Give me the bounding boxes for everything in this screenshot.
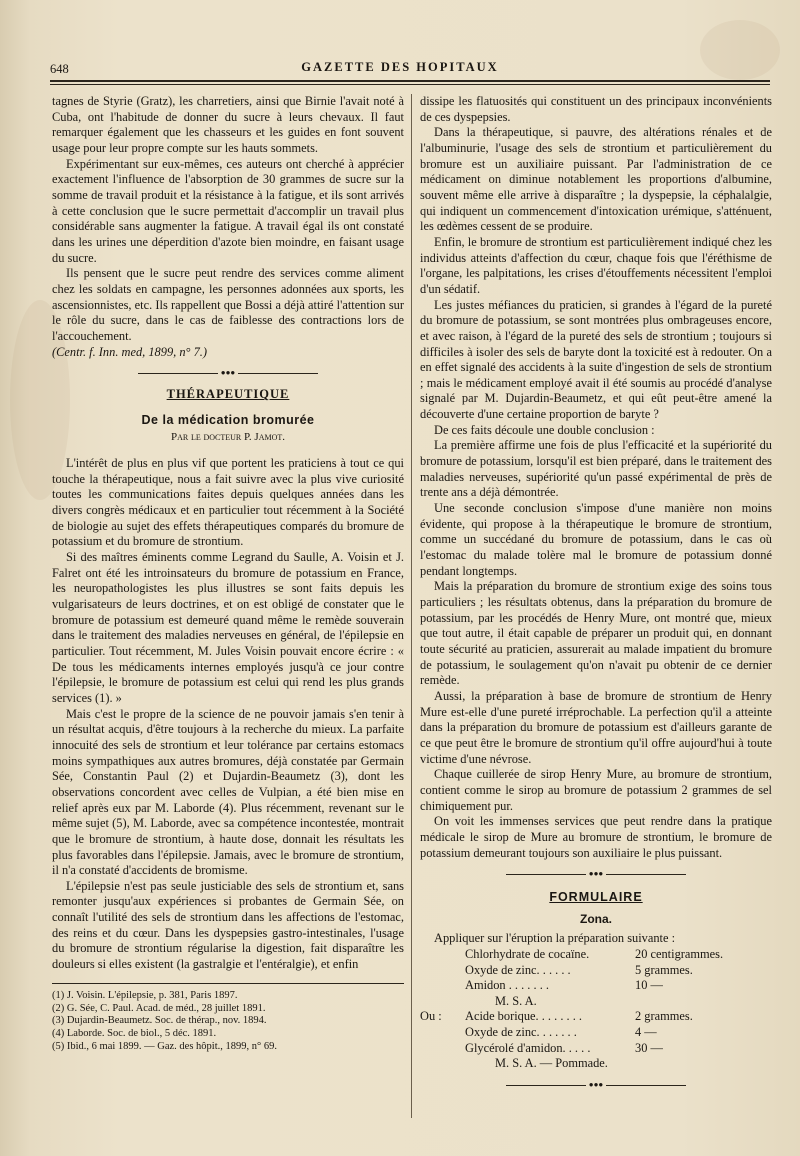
separator-ornament: ●●● (420, 866, 772, 882)
recipe-line (420, 978, 772, 994)
footnote: (2) G. Sée, C. Paul. Acad. de méd., 28 juillet 1891. (52, 1002, 266, 1014)
paragraph: Dans la thérapeutique, si pauvre, des altérations rénales et de l'albuminurie, l'usage des sels de strontium et particulièrement du bromure est un auxiliaire puissant. Par l'administration de ce médicament on diminue notablement les proportions d'albumine, souvent même elle arrive à disparaître ; la dyspepsie, la céphalalgie, qui indiquent un commencement d'intoxication urémique, s'atténuent, les œdèmes cessent de se produire. (420, 125, 772, 234)
recipe-ingredient: Glycérolé d'amidon. . . . . (465, 1040, 591, 1055)
paragraph: L'intérêt de plus en plus vif que portent les praticiens à tout ce qui touche la thérapeutique, nous a fait suivre avec la plus vive curiosité toutes les communications faites depuis quelques années dans les divers congrès médicaux et en particulier tout récemment à la Société de biologie au sujet des effets thérapeutiques comparés du bromure de potassium et du bromure de strontium. (52, 456, 404, 549)
recipe-block (420, 947, 772, 1072)
paragraph: Chaque cuillerée de sirop Henry Mure, au bromure de strontium, contient comme le sirop au bromure de potassium 2 grammes de sel chimiquement pur. (420, 767, 772, 813)
recipe-ingredient: Oxyde de zinc. . . . . . . (465, 1025, 577, 1040)
recipe-ingredient: Oxyde de zinc. . . . . . (465, 962, 571, 977)
separator-ornament: ●●● (52, 365, 404, 381)
recipe-line (420, 1041, 772, 1057)
formulaire-subtitle: Zona. (580, 911, 612, 926)
header-rule-thin (50, 84, 770, 85)
paragraph: tagnes de Styrie (Gratz), les charretiers, ainsi que Birnie l'avait noté à Cuba, ont l'habitude de donner du sucre à leurs chevaux. Il faut remarquer également que les chasseurs et les guides en font souvent usage pour leur propre compte sur les hauts sommets. (52, 94, 404, 155)
left-column (52, 94, 404, 1054)
paragraph: dissipe les flatuosités qui constituent un des principaux inconvénients de ces dyspepsies. (420, 94, 772, 124)
footnote: (3) Dujardin-Beaumetz. Soc. de thérap., nov. 1894. (52, 1015, 267, 1027)
recipe-line (420, 1025, 772, 1041)
recipe-lead (420, 947, 465, 963)
recipe-line (420, 1009, 772, 1025)
paragraph: On voit les immenses services que peut rendre dans la pratique médicale le sirop de Mure au bromure de strontium, le bromure de potassium demeurant toujours son auxiliaire le plus puissant. (420, 814, 772, 860)
paragraph: Si des maîtres éminents comme Legrand du Saulle, A. Voisin et J. Falret ont été les introinsateurs du bromure de potassium en France, les neuropathologistes les plus illustres se sont faits depuis les vulgarisateurs de leurs doctrines, et on est obligé de constater que le bromure de potassium est demeuré quand même le remède souverain dans le traitement des maladies nerveuses en général, de l'épilepsie en particulier. Tout récemment, M. Jules Voisin pouvait encore écrire : « De tous les médicaments internes employés jusqu'à ce jour contre l'épilepsie, le bromure de potassium est celui qui rend les plus grands services (1). » (52, 550, 404, 705)
header-rule (50, 80, 770, 82)
recipe-lead (420, 978, 465, 994)
footnote: (1) J. Voisin. L'épilepsie, p. 381, Paris 1897. (52, 989, 238, 1001)
recipe-quantity: 30 — (635, 1040, 663, 1055)
recipe-quantity: 4 — (635, 1025, 657, 1040)
recipe-lead (420, 1041, 465, 1057)
recipe-msa: M. S. A. (495, 993, 537, 1008)
recipe-quantity: 2 grammes. (635, 1009, 693, 1024)
recipe-line (420, 947, 772, 963)
recipe-line (420, 963, 772, 979)
paragraph: Les justes méfiances du praticien, si grandes à l'égard de la pureté du bromure de potassium, se sont montrées plus ombrageuses encore, et avec raison, à l'égard de la pureté des sels de strontium ; toujours si difficiles à isoler des sels de baryte dont la toxicité est à redouter. On a en effet signalé des accidents à la suite d'ingestion de sels de strontium ; mais le médicament employé avait il été soumis au procédé d'analyse signalé par M. Dujardin-Beaumetz, et qui eût peut-être amené la découverte d'une certaine proportion de baryte ? (420, 297, 772, 422)
paragraph: Une seconde conclusion s'impose d'une manière non moins évidente, qui propose à la thérapeutique le bromure de strontium, comme un succédané du bromure de potassium, dans le cas où l'estomac du malade tolère mal le bromure de potassium donné pendant longtemps. (420, 501, 772, 578)
recipe-ingredient: Amidon . . . . . . . (465, 978, 549, 993)
separator-ornament: ●●● (420, 1077, 772, 1093)
formulaire-title: FORMULAIRE (549, 890, 643, 905)
recipe-quantity: 20 centigrammes. (635, 947, 724, 962)
column-separator (411, 94, 412, 1118)
paragraph: La première affirme une fois de plus l'efficacité et la supériorité du bromure de potassium, lorsqu'il est bien préparé, dans le traitement des maladies nerveuses, supériorité qu'un passé expérimental de près de trente ans a déjà démontrée. (420, 438, 772, 500)
byline: Par le docteur P. Jamot. (170, 431, 285, 444)
citation: (Centr. f. Inn. med, 1899, n° 7.) (52, 344, 208, 359)
paragraph: Aussi, la préparation à base de bromure de strontium de Henry Mure est-elle d'une pureté irréprochable. La perfection qu'il a atteinte dans la préparation du bromure de potassium est d'ailleurs garante de ce que peut être le bromure de strontium qu'il offre aujourd'hui à toute victime d'une névrose. (420, 688, 772, 766)
formulaire-intro: Appliquer sur l'éruption la préparation suivante : (434, 931, 676, 946)
recipe-lead (420, 963, 465, 979)
footnote-rule (52, 983, 404, 984)
paragraph: Expérimentant sur eux-mêmes, ces auteurs ont cherché à apprécier exactement l'influence de l'absorption de 30 grammes de sucre sur la somme de travail produit et la résistance à la fatigue, et ils sont arrivés à cette conclusion que le sucre permettait d'accomplir un travail plus considérable sans augmenter la fatigue. A travail égal ils ont constaté dans les urines une déperdition d'azote bien moindre, en faisant usage du sucre. (52, 156, 404, 265)
paragraph: Mais la préparation du bromure de strontium exige des soins tous particuliers ; les résultats obtenus, dans la préparation du bromure de potassium, par les procédés de Henry Mure, ont montré que, mieux que tout autre, il était capable de préparer un produit qui, en donnant toute sécurité au praticien, assurerait au malade impatient du bromure de potassium, le soulagement qu'on n'avait pu obtenir de ce dernier remède. (420, 579, 772, 688)
footnote: (4) Laborde. Soc. de biol., 5 déc. 1891. (52, 1028, 217, 1040)
article-title: De la médication bromurée (141, 412, 315, 427)
recipe-lead (420, 1025, 465, 1041)
paragraph: L'épilepsie n'est pas seule justiciable des sels de strontium et, sans remonter jusqu'aux expériences si probantes de Germain Sée, on connaît l'utilité des sels de strontium dans les affections de l'estomac, des reins et du cœur. Dans les dyspepsies gastro-intestinales, l'usage du bromure de strontium régularise la digestion, fait disparaître les douleurs si elles existent (la gastralgie et l'entéralgie), et enfin (52, 878, 404, 972)
recipe-ingredient: Acide borique. . . . . . . . (465, 1009, 582, 1024)
recipe-quantity: 5 grammes. (635, 962, 693, 977)
recipe-quantity: 10 — (635, 978, 663, 993)
paragraph: Enfin, le bromure de strontium est particulièrement indiqué chez les individus atteints d'affection du cœur, chaque fois que l'éréthisme de l'organe, les palpitations, les crises d'étouffements nécessitent l'emploi d'un sédatif. (420, 234, 772, 296)
right-column (420, 94, 772, 1098)
footnote: (5) Ibid., 6 mai 1899. — Gaz. des hôpit., 1899, n° 69. (52, 1040, 277, 1052)
paragraph: Ils pensent que le sucre peut rendre des services comme aliment chez les soldats en campagne, les personnes adonnées aux sports, les ascensionnistes, etc. Ils rappellent que Bossi a déjà attiré l'attention sur le rôle du sucre, dans le cas de faiblesse des contractions lors de l'accouchement. (52, 266, 404, 343)
section-title: THÉRAPEUTIQUE (166, 387, 290, 402)
recipe-ingredient: Chlorhydrate de cocaïne. (465, 947, 590, 962)
journal-title: GAZETTE DES HOPITAUX (301, 60, 499, 74)
paragraph: Mais c'est le propre de la science de ne pouvoir jamais s'en tenir à un résultat acquis, d'être toujours à la recherche du mieux. La parfaite innocuité des sels de strontium et leur tolérance par certains estomacs moins sympathiques aux autres bromures, déjà constatée par Germain Sée, Constantin Paul (2) et Dujardin-Beaumetz (3), dont les observations concordent avec celles de Vulpian, a été bien mise en relief après eux par M. Laborde (4). Plus récemment, revenant sur le même sujet (5), M. Laborde, avec sa compétence incontestée, montrait que le bromure de strontium, à haute dose, donnait les résultats les plus favorables dans l'épilepsie. Jamais, avec le bromure de strontium, il n'a constaté d'accidents de bromisme. (52, 706, 404, 878)
page-number: 648 (50, 62, 69, 76)
recipe-msa: M. S. A. — Pommade. (495, 1056, 608, 1071)
paragraph: De ces faits découle une double conclusion : (434, 422, 655, 437)
recipe-lead: Ou : (420, 1009, 442, 1024)
